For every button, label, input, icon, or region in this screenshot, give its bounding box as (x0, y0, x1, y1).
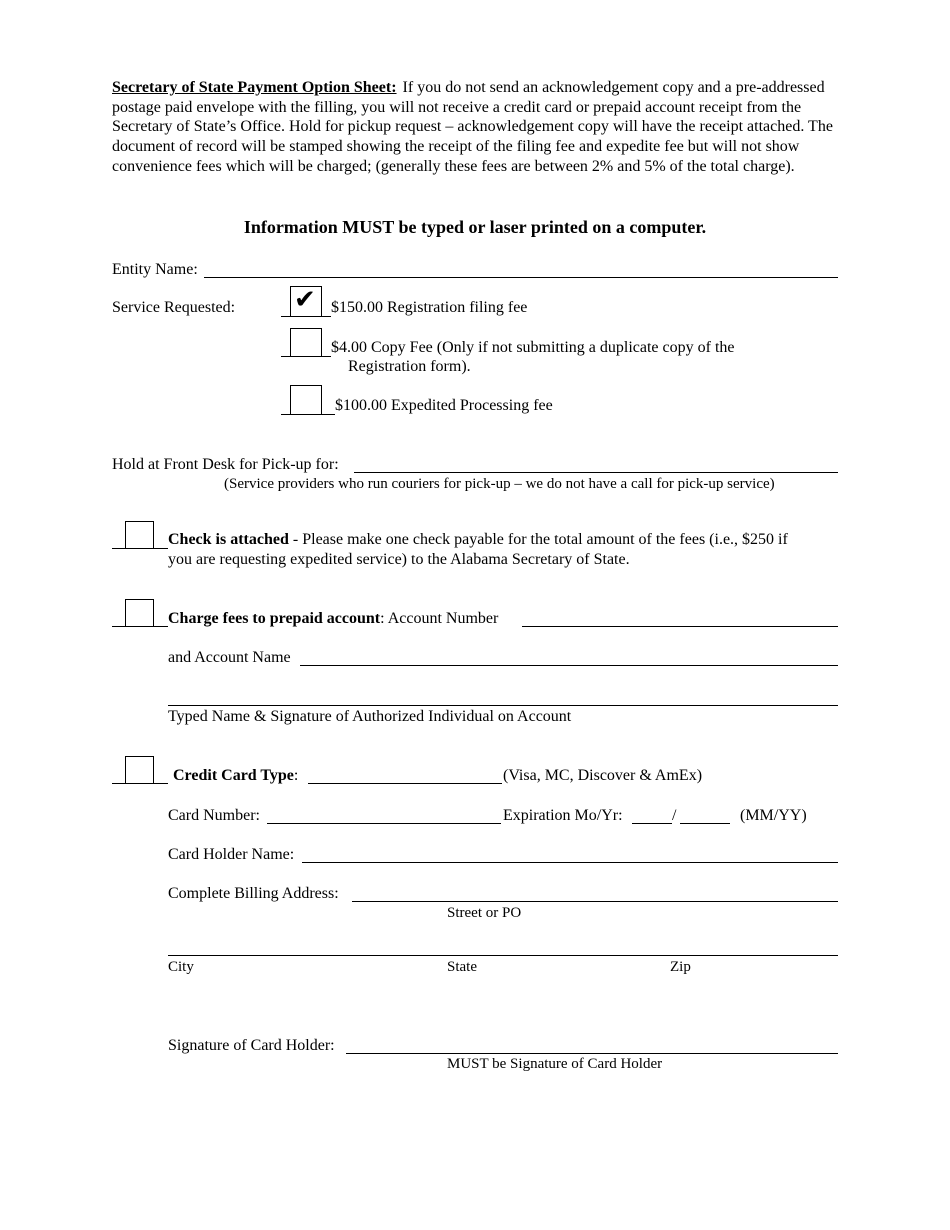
credit-type-label (173, 766, 298, 786)
hold-note: (Service providers who run couriers for pick-up – we do not have a call for pick-up service) (224, 476, 775, 492)
service-option-3-label: $100.00 Expedited Processing fee (335, 397, 553, 414)
credit-type-note: (Visa, MC, Discover & AmEx) (503, 767, 703, 784)
expiration-label: Expiration Mo/Yr: (503, 807, 623, 824)
check-option-text1: - Please make one check payable for the total amount of the fees (i.e., $250 if (288, 531, 788, 548)
account-name-label: and Account Name (168, 649, 291, 666)
card-holder-signature-caption: MUST be Signature of Card Holder (447, 1056, 663, 1072)
check-option-line1 (168, 530, 788, 550)
account-number-field[interactable] (522, 626, 838, 627)
intro-heading: Secretary of State Payment Option Sheet: (112, 79, 397, 96)
service-option-2-checkbox[interactable] (290, 328, 322, 357)
service-requested-label: Service Requested: (112, 299, 236, 316)
check-option-line2: you are requesting expedited service) to the Alabama Secretary of State. (168, 551, 630, 568)
credit-card-checkbox[interactable] (125, 756, 154, 784)
entity-name-field[interactable] (204, 277, 838, 278)
card-holder-label: Card Holder Name: (168, 846, 295, 863)
credit-type-bold: Credit Card Type (173, 767, 294, 784)
card-holder-signature-label: Signature of Card Holder: (168, 1037, 335, 1054)
authorized-signature-caption: Typed Name & Signature of Authorized Individual on Account (168, 708, 572, 725)
prepaid-label (168, 609, 498, 629)
notice-title: Information MUST be typed or laser printed on a computer. (243, 217, 707, 237)
service-option-2-label-line2: Registration form). (348, 358, 471, 375)
expiration-year-field[interactable] (680, 823, 730, 824)
credit-type-field[interactable] (308, 783, 502, 784)
billing-street-field[interactable] (352, 901, 838, 902)
street-caption: Street or PO (447, 905, 522, 921)
check-attached-checkbox[interactable] (125, 521, 154, 549)
state-caption: State (447, 959, 477, 975)
entity-name-label: Entity Name: (112, 261, 198, 278)
zip-caption: Zip (670, 959, 691, 975)
card-holder-signature-field[interactable] (346, 1053, 838, 1054)
card-holder-field[interactable] (302, 862, 838, 863)
billing-address-label: Complete Billing Address: (168, 885, 339, 902)
billing-city-state-zip-field[interactable] (168, 955, 838, 956)
prepaid-text: : Account Number (380, 610, 499, 627)
expiration-format: (MM/YY) (740, 807, 807, 824)
intro-body: If you do not send an acknowledgement copy and a pre-addressed postage paid envelope with the filling, you will not receive a credit card or prepaid account receipt from the Secretary of State’s Office. Hold for pickup request – acknowledgement copy will have the receipt attached. The document of record will be stamped showing the receipt of the filing fee and expedite fee but will not show convenience fees which will be charged; (generally these fees are between 2% and 5% of the total charge). (112, 79, 833, 175)
service-option-1-label: $150.00 Registration filing fee (331, 299, 528, 316)
account-name-field[interactable] (300, 665, 838, 666)
service-option-2-label-line1: $4.00 Copy Fee (Only if not submitting a duplicate copy of the (331, 339, 735, 356)
prepaid-bold: Charge fees to prepaid account (168, 610, 381, 627)
hold-label: Hold at Front Desk for Pick-up for: (112, 456, 339, 473)
card-number-field[interactable] (267, 823, 501, 824)
expiration-month-field[interactable] (632, 823, 672, 824)
prepaid-checkbox[interactable] (125, 599, 154, 627)
service-option-1-checkbox[interactable] (290, 286, 322, 317)
credit-type-colon: : (293, 767, 299, 784)
expiration-separator: / (672, 807, 677, 824)
checkmark-icon: ✔ (294, 285, 316, 315)
card-number-label: Card Number: (168, 807, 260, 824)
authorized-signature-field[interactable] (168, 705, 838, 706)
intro-paragraph (112, 78, 842, 177)
city-caption: City (168, 959, 194, 975)
service-option-3-checkbox[interactable] (290, 385, 322, 415)
hold-field[interactable] (354, 472, 838, 473)
check-option-bold: Check is attached (168, 531, 289, 548)
